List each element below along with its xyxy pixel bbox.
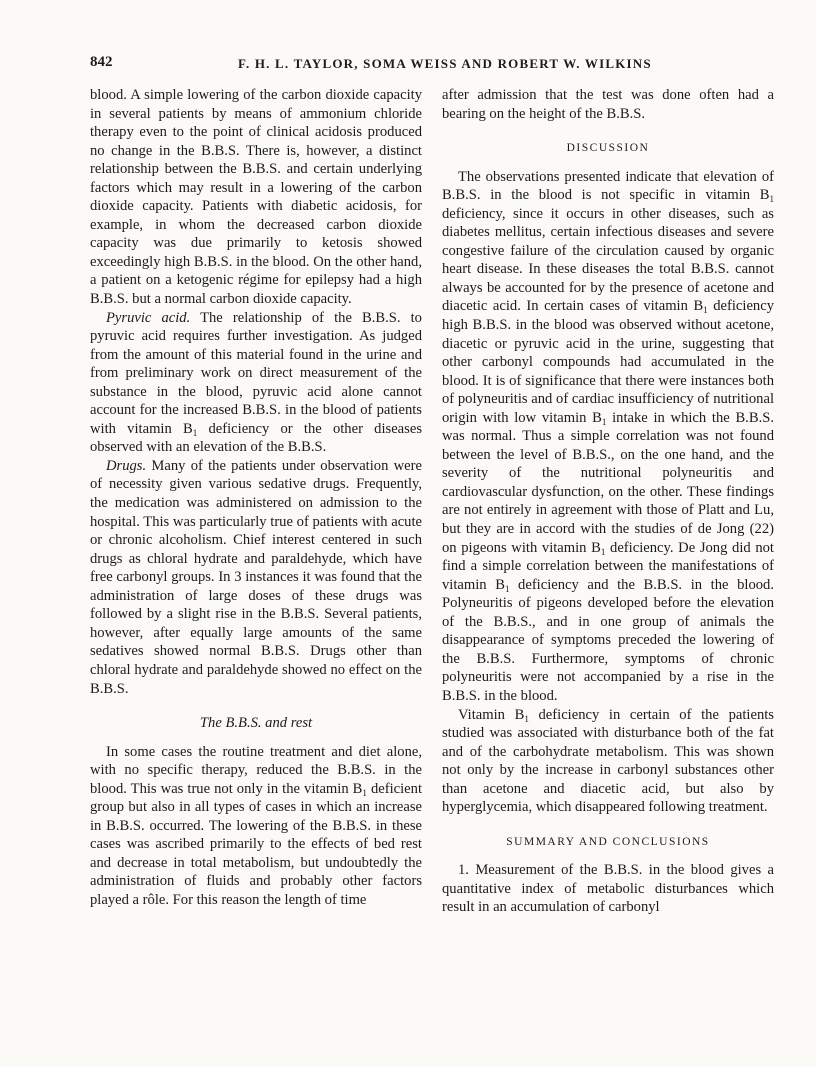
subscript: 1 bbox=[601, 416, 607, 427]
subscript: 1 bbox=[769, 194, 774, 205]
right-column bbox=[442, 86, 774, 917]
text-segment: deficiency or the other diseases observed with an elevation of the B.B.S. bbox=[90, 420, 423, 456]
run-in-heading-drugs: Drugs. bbox=[106, 457, 147, 474]
text-segment: deficiency high B.B.S. in the blood was observed without acetone, diacetic or pyruvic acid in the urine, suggesting that other carbonyl compounds had accumulated in the blood. It is of significance that there were instances both of polyneuritis and of cardiac insufficiency of nutritional origin with low vitamin B bbox=[442, 298, 774, 426]
text-segment: Vitamin B bbox=[458, 706, 525, 723]
subscript: 1 bbox=[600, 546, 606, 557]
left-column bbox=[90, 86, 422, 910]
paragraph-metabolism bbox=[442, 706, 774, 817]
subscript: 1 bbox=[362, 787, 367, 798]
text-segment: In some cases the routine treatment and diet alone, with no specific therapy, reduced the B.B.S. in the blood. This was true not only in the vitamin B bbox=[90, 743, 422, 797]
text-segment: Many of the patients under observation were of necessity given various sedative drugs. Frequently, the medication was administered on admission to the hospital. This was particularly true of patients with acute or chronic alcoholism. Chief interest centered in such drugs as chloral hydrate and paraldehyde, which have free carbonyl groups. In 3 instances it was found that the administration of large doses of these drugs was followed by a slight rise in the B.B.S. Several patients, however, after equally large amounts of the same sedatives showed normal B.B.S. Drugs other than chloral hydrate and paraldehyde showed no effect on the B.B.S. bbox=[90, 457, 422, 697]
running-head: F. H. L. TAYLOR, SOMA WEISS AND ROBERT W. WILKINS bbox=[238, 56, 652, 71]
paragraph-summary-1: 1. Measurement of the B.B.S. in the blood gives a quantitative index of metabolic disturbances which result in an accumulation of carbonyl bbox=[442, 862, 774, 916]
paragraph-continuation: after admission that the test was done often had a bearing on the height of the B.B.S. bbox=[442, 87, 774, 122]
section-heading-bbs-and-rest: The B.B.S. and rest bbox=[199, 715, 313, 732]
paragraph-discussion bbox=[442, 168, 774, 706]
section-heading-discussion: DISCUSSION bbox=[566, 142, 650, 155]
paragraph-drugs bbox=[90, 457, 422, 698]
text-segment: deficiency, since it occurs in other diseases, such as diabetes mellitus, certain infectious diseases and severe congestive failure of the circulation caused by organic heart disease. In these diseases the total B.B.S. cannot always be accounted for by the presence of acetone and diacetic acid. In certain cases of vitamin B bbox=[442, 205, 774, 315]
text-segment: deficiency in certain of the patients studied was associated with disturbance both of the fat and of the carbohydrate metabolism. This was shown not only by the increase in carbonyl substances other than acetone and diacetic acid, but also by hyperglycemia, which disappeared following treatment. bbox=[442, 706, 774, 816]
text-segment: intake in which the B.B.S. was normal. Thus a simple correlation was not found between the level of B.B.S., on the one hand, and the severity of the nutritional polyneuritis and cardiovascular dysfunction, on the other. These findings are not entirely in agreement with those of Platt and Lu, but they are in accord with the studies of de Jong (22) on pigeons with vitamin B bbox=[442, 409, 774, 556]
subscript: 1 bbox=[192, 427, 198, 438]
section-heading-summary: SUMMARY AND CONCLUSIONS bbox=[506, 835, 710, 848]
text-segment: deficiency and the B.B.S. in the blood. Polyneuritis of pigeons developed before the elevation of the B.B.S., and in one group of animals the disappearance of symptoms preceded the lowering of the B.B.S. Furthermore, symptoms of chronic polyneuritis were not accompanied by a rise in the B.B.S. in the blood. bbox=[442, 576, 774, 704]
subscript: 1 bbox=[524, 713, 529, 724]
subscript: 1 bbox=[504, 583, 510, 594]
paragraph-bbs-and-rest bbox=[90, 743, 422, 910]
paragraph-co2-capacity: blood. A simple lowering of the carbon dioxide capacity in several patients by means of ammonium chloride therapy even to the point of clinical acidosis produced no change in the B.B.S. There is, however, a distinct relationship between the B.B.S. and certain underlying factors which may result in a lowering of the carbon dioxide capacity. Patients with diabetic acidosis, for example, in whom the decreased carbon dioxide capacity was due primarily to ketosis showed exceedingly high B.B.S. in the blood. On the other hand, a patient on a ketogenic régime for epilepsy had a high B.B.S. but a normal carbon dioxide capacity. bbox=[90, 87, 422, 308]
text-segment: deficiency. De Jong did not find a simple correlation between the manifestations of vitamin B bbox=[442, 539, 774, 593]
paragraph-pyruvic-acid bbox=[90, 309, 422, 457]
run-in-heading-pyruvic-acid: Pyruvic acid. bbox=[106, 309, 191, 326]
text-segment: deficient group but also in all types of cases in which an increase in B.B.S. occurred. The lowering of the B.B.S. in these cases was ascribed primarily to the effects of bed rest and decrease in total metabolism, but undoubtedly the administration of fluids and probably other factors played a rôle. For this reason the length of time bbox=[90, 780, 422, 908]
page-number: 842 bbox=[90, 54, 113, 70]
text-segment: The relationship of the B.B.S. to pyruvic acid requires further investigation. As judged from the amount of this material found in the urine and from preliminary work on direct measurement of the substance in the blood, pyruvic acid alone cannot account for the increased B.B.S. in the blood of patients with vitamin B bbox=[90, 309, 422, 437]
subscript: 1 bbox=[703, 305, 708, 316]
text-segment: The observations presented indicate that elevation of B.B.S. in the blood is not specific in vitamin B bbox=[442, 168, 774, 204]
